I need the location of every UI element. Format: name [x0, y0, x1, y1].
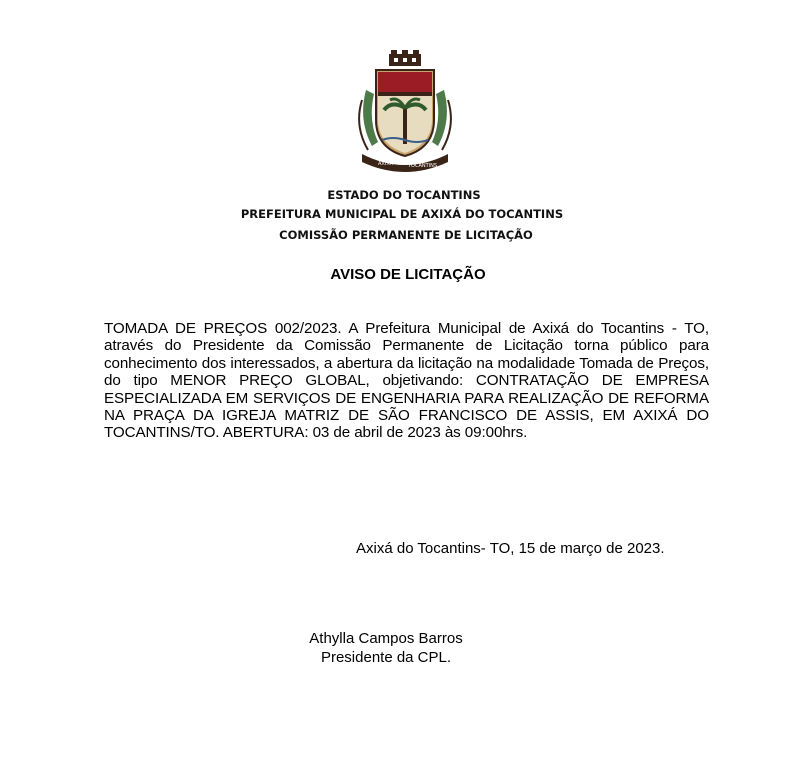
header-municipality: PREFEITURA MUNICIPAL DE AXIXÁ DO TOCANTINS	[240, 207, 564, 221]
signatory-name: Athylla Campos Barros	[309, 630, 463, 647]
municipal-coat-of-arms-icon	[348, 50, 462, 176]
place-date: Axixá do Tocantins- TO, 15 de março de 2023.	[356, 540, 665, 557]
notice-body: TOMADA DE PREÇOS 002/2023. A Prefeitura Municipal de Axixá do Tocantins - TO, através do Presidente da Comissão Permanente de Licitação torna público para conhecimento dos interessados, a abertura da licitação na modalidade Tomada de Preços, do tipo MENOR PREÇO GLOBAL, objetivando: CONTRATAÇÃO DE EMPRESA ESPECIALIZADA EM SERVIÇOS DE ENGENHARIA PARA REALIZAÇÃO DE REFORMA NA PRAÇA DA IGREJA MATRIZ DE SÃO FRANCISCO DE ASSIS, EM AXIXÁ DO TOCANTINS/TO. ABERTURA: 03 de abril de 2023 às 09:00hrs.	[104, 320, 709, 442]
signatory-role: Presidente da CPL.	[320, 649, 452, 666]
crest-motto-left: AXIXÁ	[378, 161, 394, 167]
header-state: ESTADO DO TOCANTINS	[327, 188, 481, 202]
notice-title: AVISO DE LICITAÇÃO	[330, 266, 486, 283]
crest-motto-right: TOCANTINS	[408, 163, 438, 169]
header-commission: COMISSÃO PERMANENTE DE LICITAÇÃO	[279, 228, 533, 242]
